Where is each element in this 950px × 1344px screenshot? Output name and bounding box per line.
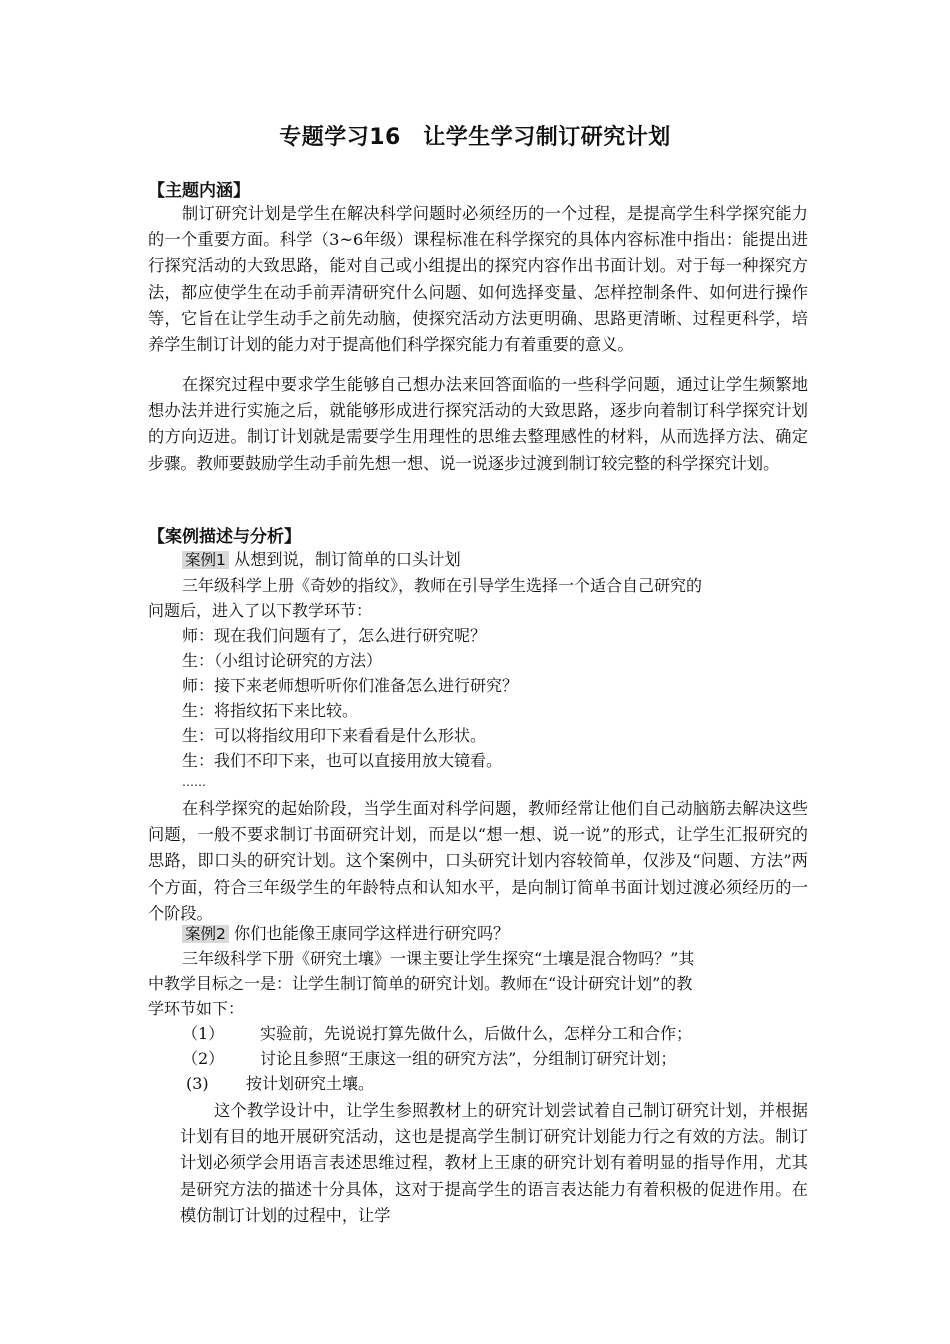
- dialog-line: 师：现在我们问题有了，怎么进行研究呢？: [182, 626, 487, 645]
- case2-tag: 案例2: [182, 925, 229, 943]
- case2-intro-line-3: 学环节如下：: [148, 999, 245, 1018]
- dialog-line: 生：将指纹拓下来比较。: [182, 701, 359, 720]
- step-text: 讨论且参照“王康这一组的研究方法”，分组制订研究计划；: [260, 1049, 677, 1068]
- dialog-line: 师：接下来老师想听听你们准备怎么进行研究？: [182, 676, 519, 695]
- case1-tag: 案例1: [182, 551, 229, 569]
- step-text: 实验前，先说说打算先做什么，后做什么，怎样分工和合作；: [260, 1024, 693, 1043]
- case2-title-line: [182, 922, 509, 946]
- theme-paragraph-2: 在探究过程中要求学生能够自己想办法来回答面临的一些科学问题，通过让学生频繁地想办法并进行实施之后，就能够形成进行探究活动的大致思路，逐步向着制订科学探究计划的方向迈进。制订计划就是需要学生用理性的思维去整理感性的材料，从而选择方法、确定步骤。教师要鼓励学生动手前先想一想、说一说逐步过渡到制订较完整的科学探究计划。: [148, 375, 808, 473]
- case1-analysis: 在科学探究的起始阶段，当学生面对科学问题，教师经常让他们自己动脑筋去解决这些问题，一般不要求制订书面研究计划，而是以“想一想、说一说”的形式，让学生汇报研究的思路，即口头的研究计划。这个案例中，口头研究计划内容较简单，仅涉及“问题、方法”两个方面，符合三年级学生的年龄特点和认知水平，是向制订简单书面计划过渡必须经历的一个阶段。: [148, 799, 808, 923]
- case1-intro-line-1: 三年级科学上册《奇妙的指纹》，教师在引导学生选择一个适合自己研究的: [182, 576, 703, 595]
- step-text: 按计划研究土壤。: [246, 1074, 375, 1093]
- dialog-line: 生：（小组讨论研究的方法）: [182, 651, 383, 670]
- step-number: (3): [186, 1074, 209, 1093]
- step-number: （2）: [182, 1049, 225, 1068]
- step-number: （1）: [182, 1024, 225, 1043]
- step-item: [186, 1072, 374, 1096]
- case2-intro-line-1: 三年级科学下册《研究土壤》一课主要让学生探究“土壤是混合物吗？”其: [182, 949, 695, 968]
- case2-intro-line-2: 中教学目标之一是：让学生制订简单的研究计划。教师在“设计研究计划”的教: [148, 974, 693, 993]
- page-title: 专题学习16 让学生学习制订研究计划: [279, 125, 671, 150]
- dialog-line: 生：我们不印下来，也可以直接用放大镜看。: [182, 751, 503, 770]
- section-heading-theme: 【主题内涵】: [148, 181, 250, 201]
- case2-title: 你们也能像王康同学这样进行研究吗？: [234, 924, 510, 943]
- theme-paragraph-1: 制订研究计划是学生在解决科学问题时必须经历的一个过程，是提高学生科学探究能力的一个重要方面。科学（3~6年级）课程标准在科学探究的具体内容标准中指出：能提出进行探究活动的大致思路，能对自己或小组提出的探究内容作出书面计划。对于每一种探究方法，都应使学生在动手前弄清研究什么问题、如何选择变量、怎样控制条件、如何进行操作等，它旨在让学生动手之前先动脑，使探究活动方法更明确、思路更清晰、过程更科学，培养学生制订计划的能力对于提高他们科学探究能力有着重要的意义。: [148, 204, 808, 355]
- dialog-ellipsis: ……: [182, 775, 206, 789]
- step-item: [182, 1022, 692, 1046]
- case1-title: 从想到说，制订简单的口头计划: [234, 550, 461, 569]
- section-heading-cases: 【案例描述与分析】: [148, 527, 301, 547]
- case1-intro-line-2: 问题后，进入了以下教学环节：: [148, 601, 373, 620]
- case1-title-line: [182, 548, 461, 572]
- case2-analysis: 这个教学设计中，让学生参照教材上的研究计划尝试着自己制订研究计划，并根据计划有目的地开展研究活动，这也是提高学生制订研究计划能力行之有效的方法。制订计划必须学会用语言表述思维过程，教材上王康的研究计划有着明显的指导作用，尤其是研究方法的描述十分具体，这对于提高学生的语言表达能力有着积极的促进作用。在模仿制订计划的过程中，让学: [180, 1101, 808, 1225]
- dialog-line: 生：可以将指纹用印下来看看是什么形状。: [182, 726, 487, 745]
- step-item: [182, 1047, 676, 1071]
